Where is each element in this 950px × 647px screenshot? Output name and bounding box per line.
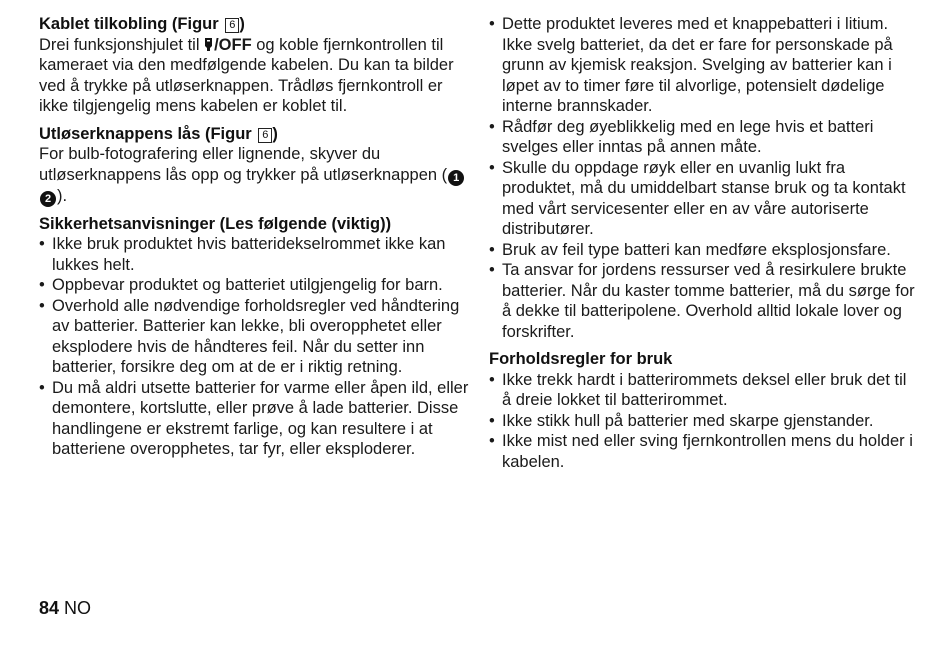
right-column [489, 14, 919, 479]
list-item: • Ta ansvar for jordens ressurser ved å resirkulere brukte batterier. Når du kaster tomme batterier, må du sørge for å dekke til batteripolene. Overhold alltid lokale lover og forskrifter. [489, 260, 919, 342]
safety-list [39, 234, 469, 460]
list-item: • Rådfør deg øyeblikkelig med en lege hvis et batteri svelges eller inntas på annen måte. [489, 117, 919, 158]
list-item: • Ikke bruk produktet hvis batteridekselrommet ikke kan lukkes helt. [39, 234, 469, 275]
list-item: • Ikke mist ned eller sving fjernkontrollen mens du holder i kabelen. [489, 431, 919, 472]
left-column [39, 14, 469, 467]
list-item: • Ikke trekk hardt i batterirommets deksel eller bruk det til å dreie lokket til batterirommet. [489, 370, 919, 411]
safety-section-title: Sikkerhetsanvisninger (Les følgende (viktig)) [39, 214, 392, 233]
list-item: • Overhold alle nødvendige forholdsregler ved håndtering av batterier. Batterier kan lekke, bli overopphetet eller eksplodere hvis de håndteres feil. Når du setter inn batterier, forsikre deg om at de er i riktig retning. [39, 296, 469, 378]
list-item: • Bruk av feil type batteri kan medføre eksplosjonsfare. [489, 240, 919, 261]
list-item: • Skulle du oppdage røyk eller en uvanlig lukt fra produktet, må du umiddelbart stanse bruk og ta kontakt med vårt servicesenter eller en av våre autoriserte distributører. [489, 158, 919, 240]
page-footer [39, 598, 91, 619]
figure-number-box: 6 [225, 18, 239, 33]
precautions-list [489, 370, 919, 473]
battery-warning-list [489, 14, 919, 342]
lock-section-title: Utløserknappens lås (Figur 6 ) [39, 124, 278, 143]
page-number: 84 [39, 598, 60, 618]
list-item: • Dette produktet leveres med et knappebatteri i litium. Ikke svelg batteriet, da det er fare for personskade på grunn av kjemisk reaksjon. Svelging av batterier kan i løpet av to timer føre til alvorlige, potensielt dødelige interne brannskader. [489, 14, 919, 117]
bulb-mode-icon [204, 37, 213, 52]
step-1-badge: 1 [448, 170, 464, 186]
list-item: • Ikke stikk hull på batterier med skarpe gjenstander. [489, 411, 919, 432]
precautions-section-title: Forholdsregler for bruk [489, 350, 673, 368]
step-2-badge: 2 [40, 191, 56, 207]
cable-section-title: Kablet tilkobling (Figur 6 ) [39, 15, 245, 33]
cable-paragraph: Drei funksjonshjulet til /OFF og koble fjernkontrollen til kameraet via den medfølgende kabelen. Du kan ta bilder ved å trykke på utløserknappen. Trådløs fjernkontroll er ikke tilgjengelig mens kabelen er koblet til. [39, 35, 454, 115]
list-item: • Du må aldri utsette batterier for varme eller åpen ild, eller demontere, kortslutte, eller prøve å lade batterier. Disse handlingene er ekstremt farlige, og kan resultere i at batteriene overopphetes, tar fyr, eller eksploderer. [39, 378, 469, 460]
figure-number-box: 6 [258, 128, 272, 143]
list-item: • Oppbevar produktet og batteriet utilgjengelig for barn. [39, 275, 469, 296]
lock-paragraph: For bulb-fotografering eller lignende, skyver du utløserknappens lås opp og trykker på utløserknappen ( 12 ). [39, 144, 469, 207]
language-code: NO [64, 598, 92, 618]
